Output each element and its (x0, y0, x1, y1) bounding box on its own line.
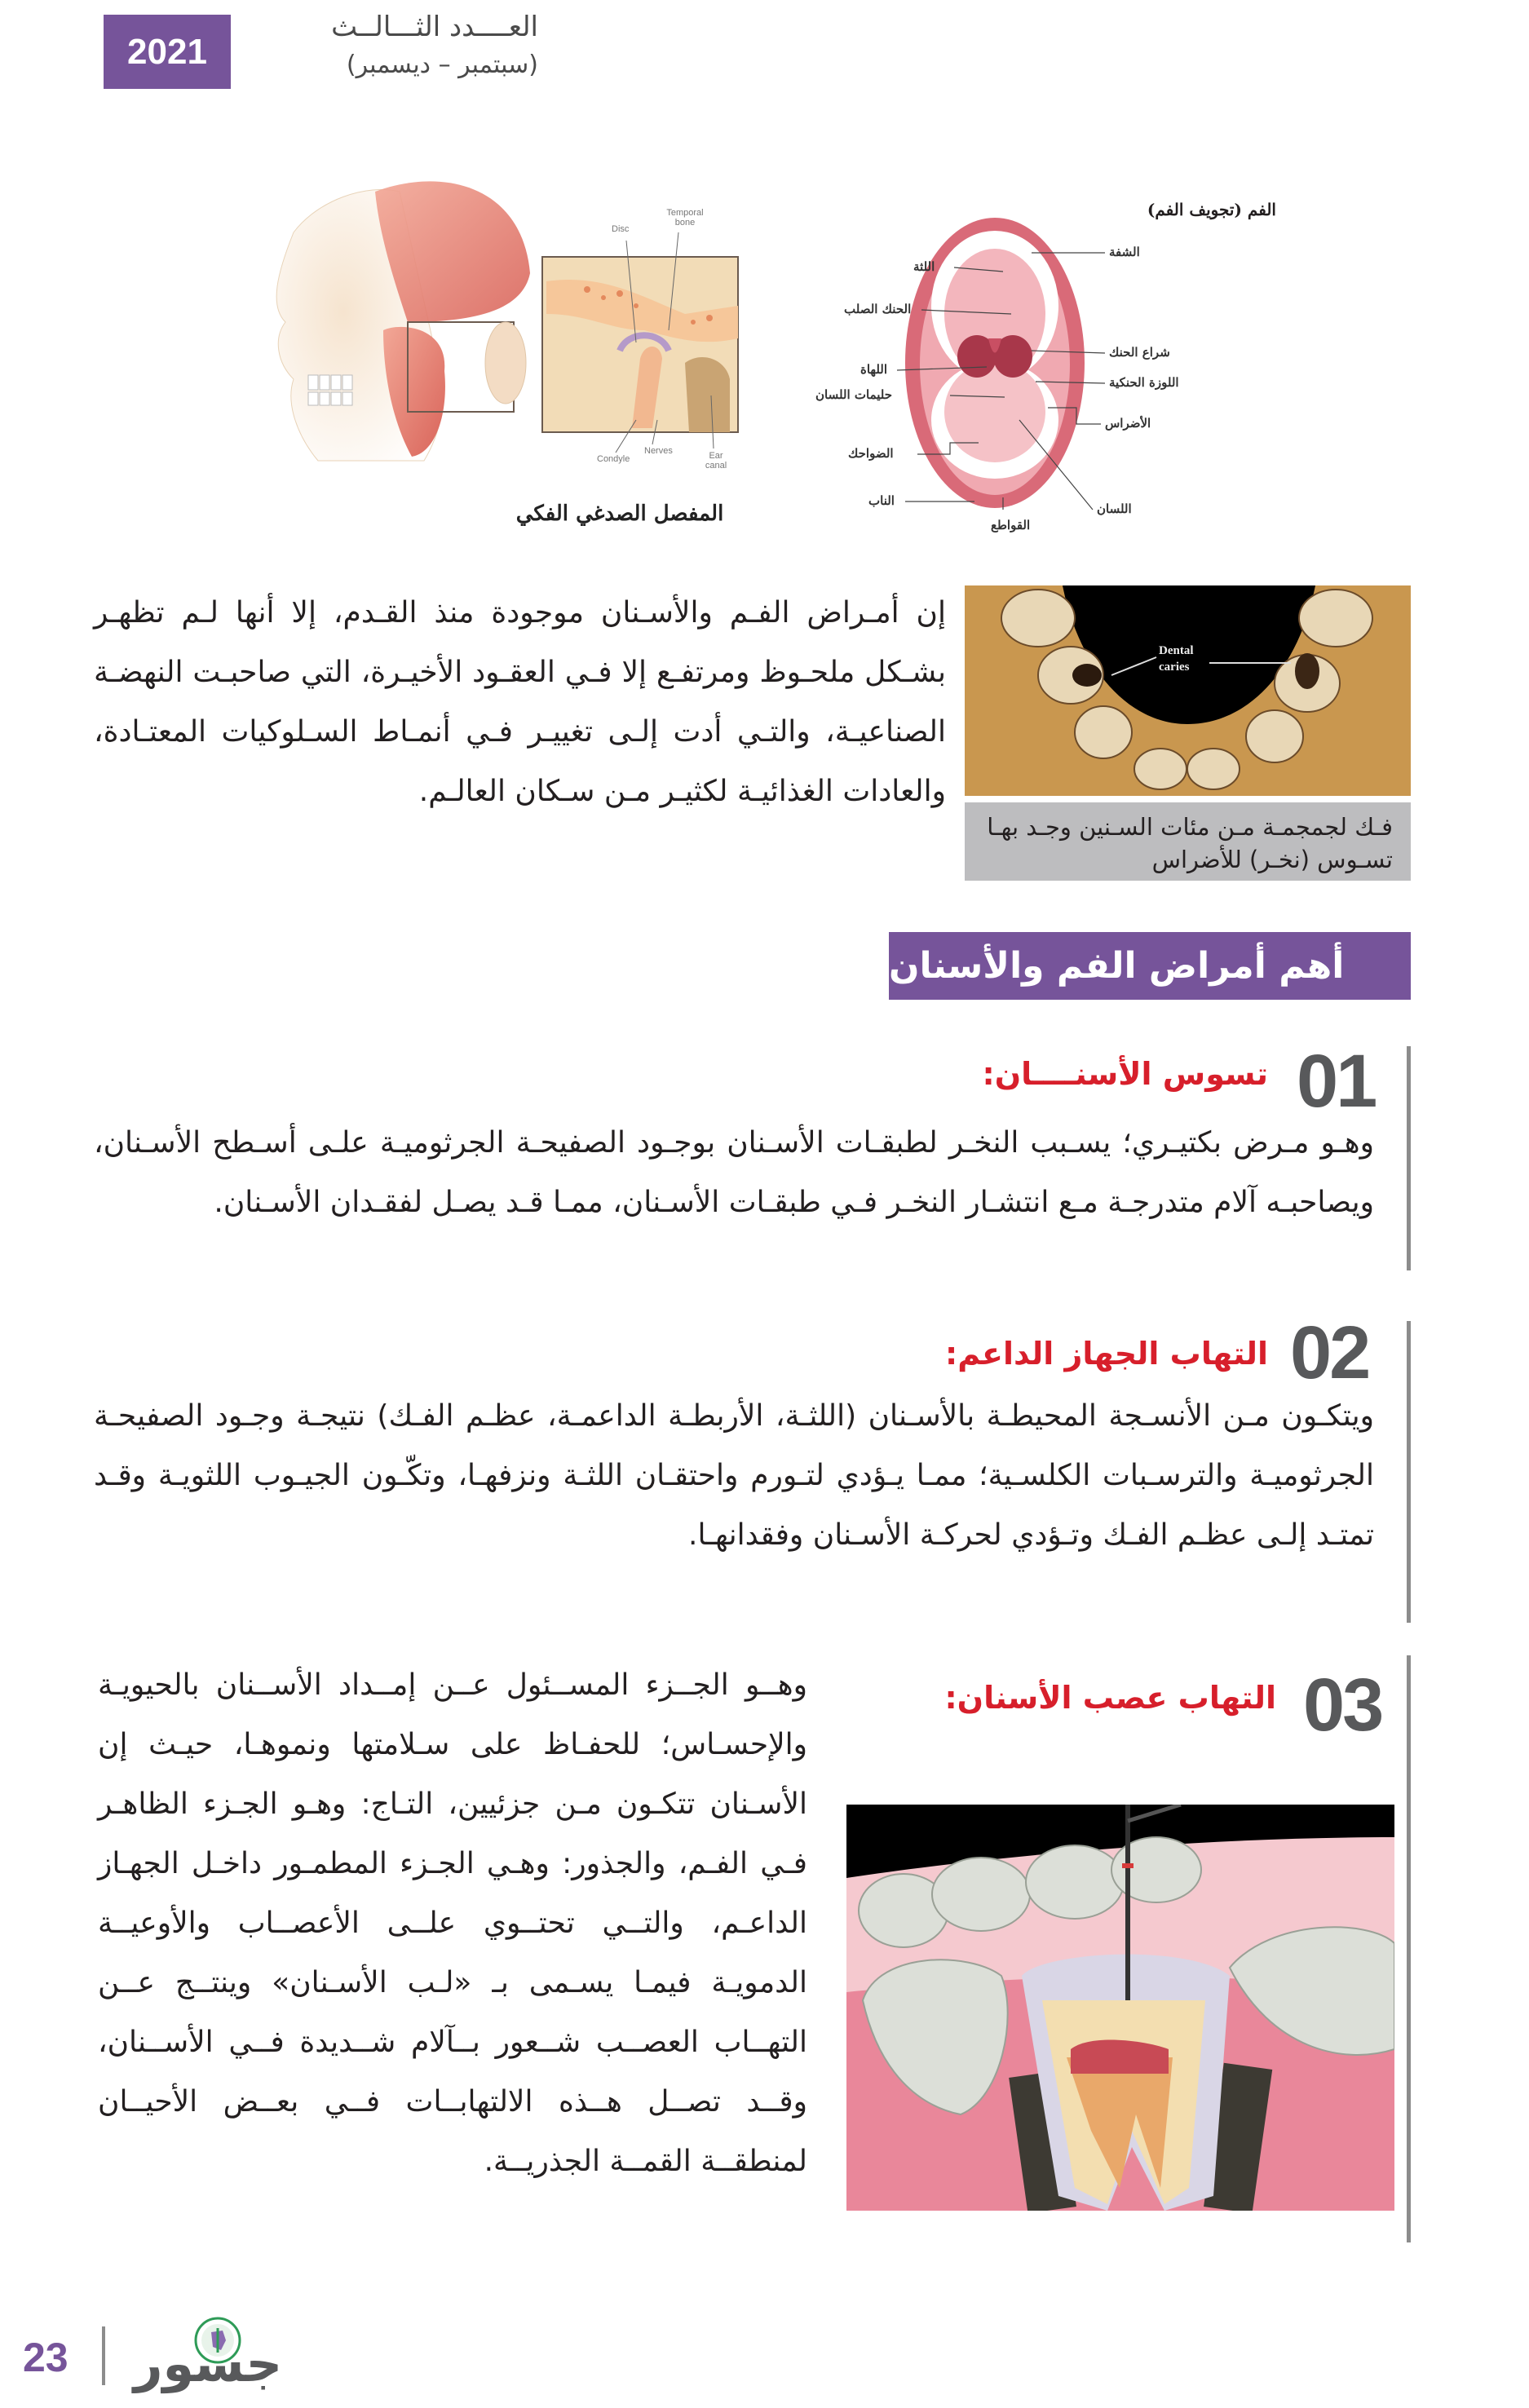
mouth-label-uvula: اللهاة (860, 362, 888, 377)
mouth-label-premolars: الضواحك (848, 446, 894, 461)
footer-divider (102, 2326, 105, 2385)
mouth-label-papillae: حليمات اللسان (815, 387, 893, 402)
tmj-label-disc: Disc (612, 224, 630, 234)
tooth-illustration (846, 1805, 1394, 2211)
section-01-rule (1407, 1046, 1411, 1270)
mouth-label-hard-palate: الحنك الصلب (844, 302, 912, 316)
mouth-label-tongue: اللسان (1097, 501, 1132, 516)
mouth-label-canine: الناب (868, 493, 895, 508)
section-03-rule (1407, 1655, 1411, 2242)
tmj-label-temporal-bone: Temporal bone (666, 208, 704, 228)
caries-photo (965, 585, 1411, 796)
year-badge: 2021 (104, 15, 231, 89)
section-02-body: ويتكـون مـن الأنسـجة المحيطـة بالأسـنان (اللثـة، الأربطـة الداعمـة، عظـم الفـك) نتيجـة وجـود الصفيحـة الجرثوميـة والترسـبات الكلسـية؛ ممـا يـؤدي لتـورم واحتقـان اللثـة ونزفهـا، وتكّـون الجيـوب اللثويـة وقـد تمتـد إلـى عظـم الفـك وتـؤدي لحركـة الأسـنان وفقدانهـا. (94, 1399, 1374, 1552)
section-01-body: وهـو مـرض بكتيـري؛ يسـبب النخـر لطبقـات الأسـنان بوجـود الصفيحـة الجرثوميـة علـى أسـطح الأسـنان، ويصاحبـه آلام متدرجـة مـع انتشـار النخـر فـي طبقـات الأسـنان، ممـا قـد يصـل لفقـدان الأسـنان. (94, 1126, 1374, 1219)
tmj-label-nerves: Nerves (644, 446, 673, 456)
jaw-illustration (965, 585, 1411, 796)
section-03-number: 03 (1303, 1664, 1382, 1747)
mouth-title: الفم (تجويف الفم) (1147, 200, 1276, 219)
section-02-rule (1407, 1321, 1411, 1623)
section-02-title: التهاب الجهاز الداعم: (945, 1336, 1268, 1372)
section-02-number: 02 (1290, 1311, 1369, 1394)
section-heading: أهم أمراض الفم والأسنان (889, 932, 1411, 1000)
page-number: 23 (23, 2335, 68, 2380)
mouth-label-lip: الشفة (1109, 245, 1140, 259)
caries-label: Dental caries (1159, 644, 1194, 674)
tmj-caption: المفصل الصدغي الفكي (515, 501, 724, 526)
tmj-figure (261, 175, 750, 550)
intro-paragraph: إن أمـراض الفـم والأسـنان موجودة منذ القـدم، إلا أنها لـم تظهـر بشـكل ملحـوظ ومرتفـع إلا فـي العقـود الأخيـرة، التي صاحبـت النهضـة الصناعيـة، والتـي أدت إلـى تغييـر فـي أنمـاط السـلوكيات المعتـادة، والعادات الغذائيـة لكثيـر مـن سـكان العالـم. (94, 596, 946, 808)
issue-title: العــــدد الثـــالــث (331, 11, 538, 43)
section-01-number: 01 (1297, 1040, 1376, 1123)
mouth-label-soft-palate: شراع الحنك (1109, 345, 1170, 360)
tmj-label-ear-canal: Ear canal (705, 451, 727, 471)
mouth-label-tonsil: اللوزة الحنكية (1109, 375, 1179, 390)
mouth-label-incisors: القواطع (991, 518, 1031, 532)
mouth-label-molars: الأضراس (1105, 416, 1151, 431)
mouth-label-gum: اللثة (913, 259, 935, 274)
mouth-figure (815, 183, 1321, 546)
issue-period: (سبتمبر – ديسمبر) (346, 51, 538, 79)
publication-logo (118, 2316, 298, 2393)
root-canal-image (846, 1805, 1394, 2211)
section-03-title: التهاب عصب الأسنان: (944, 1680, 1276, 1716)
caries-caption: فـك لجمجمـة مـن مئات السـنين وجـد بهـا تسـوس (نخـر) للأضراس (965, 802, 1411, 881)
section-01-title: تسوس الأسنــــان: (982, 1056, 1268, 1092)
mouth-illustration (815, 183, 1321, 546)
logo-wordmark: جسور (133, 2334, 283, 2393)
tmj-label-condyle: Condyle (597, 454, 630, 464)
section-03-body: وهــو الجــزء المســئول عــن إمــداد الأســنان بالحيويـة والإحسـاس؛ للحفـاظ على سـلامتها ونموهـا، حيـث إن الأسـنان تتكـون مـن جزئيين، التـاج: وهـو الجـزء الظاهـر فـي الفـم، والجذور: وهـي الجـزء المطمـور داخـل الجهـاز الداعـم، والتــي تحتــوي علــى الأعصــاب والأوعيــة الدمويـة فيمـا يسـمى بـ «لـب الأسـنان» وينتــج عــن التهــاب العصــب شــعور بــآلام شــديدة فــي الأســنان، وقــد تصــل هــذه الالتهابــات فــي بعــض الأحيــان لمنطقــة القمــة الجذريــة. (98, 1668, 807, 2178)
